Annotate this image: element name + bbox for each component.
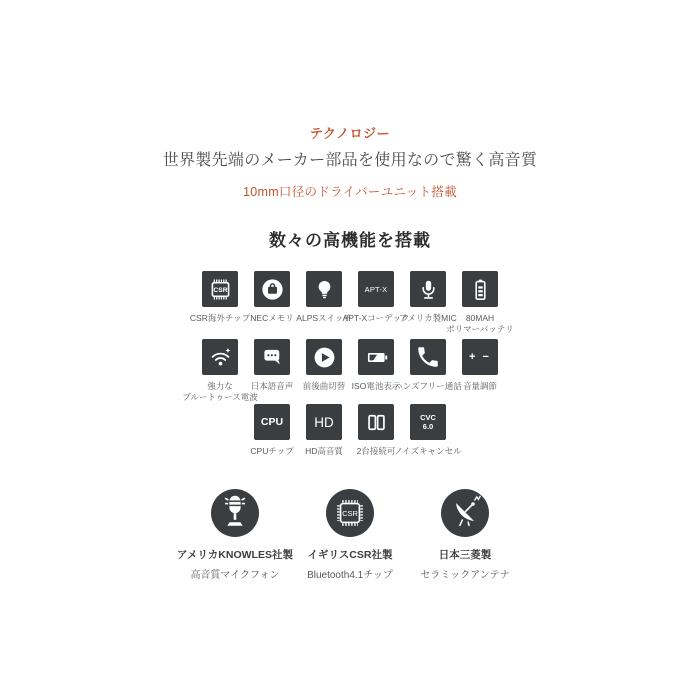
feature-item bbox=[351, 339, 401, 402]
feature-label: 前後曲切替 bbox=[302, 381, 346, 391]
wifi-signal-icon bbox=[207, 344, 234, 371]
feature-item bbox=[358, 404, 394, 457]
feature-label: 強力な bbox=[207, 381, 233, 391]
feature-label: ハンズフリー通話 bbox=[394, 381, 462, 391]
volume-plus-minus-icon: + − bbox=[469, 351, 491, 363]
feature-tile bbox=[410, 339, 446, 375]
feature-item bbox=[462, 339, 498, 402]
feature-tile bbox=[462, 271, 498, 307]
chip-label: CSR bbox=[212, 286, 228, 294]
feature-label: HD高音質 bbox=[305, 446, 343, 456]
feature-item bbox=[250, 404, 294, 457]
feature-item bbox=[296, 271, 352, 334]
feature-item bbox=[250, 271, 294, 334]
cvc-text-icon bbox=[420, 413, 436, 431]
feature-label: CSR海外チップ bbox=[189, 313, 251, 323]
component-card bbox=[302, 489, 398, 581]
feature-item bbox=[302, 339, 346, 402]
feature-label: ノイズキャンセル bbox=[394, 446, 462, 456]
feature-label: アメリカ製MIC bbox=[399, 313, 457, 323]
component-part: 高音質マイクフォン bbox=[190, 570, 280, 581]
feature-row-3 bbox=[0, 404, 700, 457]
feature-label: 80MAH bbox=[465, 313, 495, 323]
feature-label: APT-Xコーデック bbox=[342, 313, 410, 323]
component-part: セラミックアンテナ bbox=[420, 570, 510, 581]
sub-title: 10mm口径のドライバーユニット搭載 bbox=[242, 185, 457, 199]
features-title: 数々の高機能を搭載 bbox=[269, 231, 431, 250]
battery-horizontal-icon bbox=[363, 344, 390, 371]
feature-row-1 bbox=[0, 271, 700, 334]
feature-tile bbox=[306, 404, 342, 440]
feature-label: CPUチップ bbox=[250, 446, 294, 456]
satellite-dish-icon bbox=[441, 489, 489, 537]
component-badge bbox=[211, 489, 259, 537]
memory-icon bbox=[259, 276, 286, 303]
play-icon bbox=[311, 344, 338, 371]
feature-item bbox=[394, 339, 462, 402]
feature-tile bbox=[358, 271, 394, 307]
phone-handset-icon bbox=[415, 344, 441, 370]
component-maker: イギリスCSR社製 bbox=[307, 549, 393, 561]
component-maker: 日本三菱製 bbox=[438, 549, 492, 561]
hd-text-icon: HD bbox=[314, 414, 334, 430]
feature-label-line2: ブルートゥース電波 bbox=[182, 391, 258, 402]
component-card bbox=[417, 489, 513, 581]
feature-label: 音量調節 bbox=[462, 381, 497, 391]
microphone-icon bbox=[415, 276, 442, 303]
feature-item bbox=[342, 271, 410, 334]
feature-tile bbox=[410, 404, 446, 440]
feature-item bbox=[394, 404, 462, 457]
chip-csr-icon bbox=[207, 276, 234, 303]
feature-tile bbox=[254, 404, 290, 440]
component-badge bbox=[326, 489, 374, 537]
feature-label: 日本語音声 bbox=[250, 381, 294, 391]
cpu-text-icon: CPU bbox=[260, 416, 284, 428]
feature-row-2 bbox=[0, 339, 700, 402]
feature-label: 2台接続可 bbox=[356, 446, 396, 456]
aptx-text-icon: APT-X bbox=[364, 284, 388, 294]
feature-tile bbox=[202, 271, 238, 307]
csr-chip-icon bbox=[326, 489, 374, 537]
lightbulb-icon bbox=[311, 276, 338, 303]
feature-tile bbox=[254, 271, 290, 307]
component-card bbox=[177, 489, 293, 581]
chip-label: CSR bbox=[342, 508, 358, 518]
feature-tile bbox=[202, 339, 238, 375]
battery-vertical-icon bbox=[467, 276, 494, 303]
feature-item bbox=[446, 271, 514, 334]
component-badge bbox=[441, 489, 489, 537]
feature-tile bbox=[462, 339, 498, 375]
feature-item bbox=[182, 339, 258, 402]
two-phones-icon bbox=[363, 409, 390, 436]
feature-item bbox=[189, 271, 251, 334]
feature-tile bbox=[358, 339, 394, 375]
feature-tile bbox=[254, 339, 290, 375]
feature-tile bbox=[306, 339, 342, 375]
cvc-line2: 6.0 bbox=[422, 422, 434, 431]
component-row bbox=[0, 489, 700, 581]
component-maker: アメリカKNOWLES社製 bbox=[177, 549, 293, 561]
feature-label-line2: ポリマーバッテリ bbox=[446, 323, 514, 334]
feature-item bbox=[399, 271, 457, 334]
component-part: Bluetooth4.1チップ bbox=[307, 570, 393, 581]
feature-tile bbox=[410, 271, 446, 307]
feature-item bbox=[250, 339, 294, 402]
feature-tile bbox=[306, 271, 342, 307]
feature-item bbox=[306, 404, 342, 457]
main-title: 世界製先端のメーカー部品を使用なので驚く高音質 bbox=[162, 152, 538, 169]
feature-label: ISO電池表示 bbox=[351, 381, 401, 391]
feature-label: ALPSスイッチ bbox=[296, 313, 352, 323]
feature-tile bbox=[358, 404, 394, 440]
chat-bubble-icon bbox=[259, 344, 286, 371]
cvc-line1: CVC bbox=[420, 413, 436, 422]
studio-microphone-icon bbox=[211, 489, 259, 537]
feature-label: NECメモリ bbox=[250, 313, 294, 323]
section-kicker: テクノロジー bbox=[309, 126, 391, 141]
